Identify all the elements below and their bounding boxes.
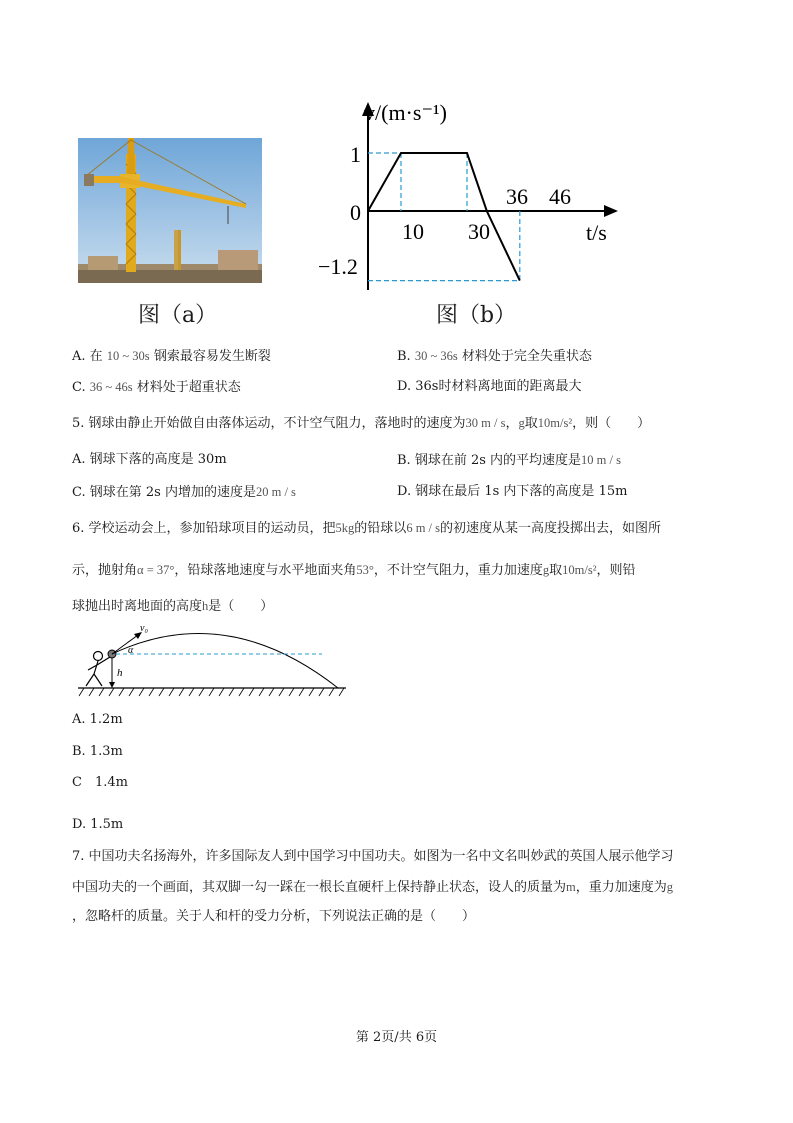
q4-a-label: A. 在 (72, 349, 103, 364)
q4-b-label: B. (397, 349, 411, 364)
x-tick-36: 36 (506, 184, 528, 209)
y-tick-neg1.2: −1.2 (318, 254, 358, 279)
q6-stem-line3 (72, 596, 273, 617)
q6-mass: 5kg (335, 521, 355, 535)
q5-option-b[interactable] (397, 450, 621, 471)
q6-l2-e: ，则铅 (596, 563, 636, 578)
q4-b-math: 30 ~ 36s (414, 349, 458, 363)
q4-d-label: D. 36s时材料离地面的距离最大 (397, 379, 582, 394)
svg-text:h: h (117, 667, 123, 679)
crane-photo (78, 138, 262, 283)
velocity-time-graph (318, 92, 618, 292)
shot-put-diagram (76, 620, 348, 698)
q5-g-value: 10m/s² (537, 416, 573, 430)
figure-a-caption: 图（a） (138, 303, 218, 328)
x-axis-label: t/s (586, 220, 607, 245)
q7-m: m (566, 880, 576, 894)
q7-stem-line2 (72, 877, 673, 898)
q6-alpha: α = 37° (137, 563, 175, 577)
q6-option-b[interactable]: B. 1.3m (72, 744, 123, 759)
q6-l1-c: 的初速度从某一高度投掷出去，如图所 (440, 521, 662, 536)
svg-text:α: α (128, 645, 134, 656)
x-tick-30: 30 (468, 219, 490, 244)
q4-a-text: 钢索最容易发生断裂 (153, 349, 271, 364)
q4-c-label: C. (72, 380, 86, 395)
q7-g: g (666, 880, 674, 894)
x-axis-arrow (604, 205, 618, 217)
q5-b-math: 10 m / s (581, 453, 621, 467)
q7-stem-line3: ，忽略杆的质量。关于人和杆的受力分析，下列说法正确的是（ ） (72, 909, 476, 924)
q5-option-d[interactable]: D. 钢球在最后 1s 内下落的高度是 15m (397, 484, 628, 499)
origin-label: 0 (350, 200, 361, 225)
q5-c-math: 20 m / s (255, 485, 296, 499)
q5-g: g (518, 416, 525, 430)
q6-stem-line2 (72, 560, 636, 581)
q7-stem-line1: 7. 中国功夫名扬海外，许多国际友人到中国学习中国功夫。如图为一名中文名叫妙武的英国人展示他学习 (72, 849, 674, 864)
q6-g: g (542, 563, 550, 577)
q5-option-c[interactable] (72, 482, 296, 503)
q5-stem-1: 5. 钢球由静止开始做自由落体运动，不计空气阻力，落地时的速度为 (72, 416, 466, 431)
q4-option-a[interactable] (72, 346, 271, 367)
q5-stem-3: 取 (524, 416, 538, 431)
q6-l1-b: 的铅球以 (354, 521, 407, 536)
q5-option-a[interactable]: A. 钢球下落的高度是 30m (72, 452, 227, 467)
q6-h: h (202, 599, 209, 613)
q4-option-b[interactable] (397, 346, 592, 367)
q5-velocity: 30 m / s (465, 416, 506, 430)
q6-stem-line1 (72, 518, 661, 539)
q6-l3-b: 是（ ） (208, 599, 274, 614)
q7-l2-a: 中国功夫的一个画面，其双脚一勾一踩在一根长直硬杆上保持静止状态，设人的质量为 (72, 880, 567, 895)
q6-option-c[interactable]: C 1.4m (72, 775, 128, 790)
figure-b-caption: 图（b） (436, 303, 517, 328)
q4-c-text: 材料处于超重状态 (136, 380, 241, 395)
q7-l2-b: ，重力加速度为 (575, 880, 667, 895)
page-footer: 第 2页/共 6页 (355, 1030, 438, 1045)
q6-angle: 53° (356, 563, 374, 577)
q5-stem-4: ，则（ ） (572, 416, 651, 431)
q4-option-c[interactable] (72, 377, 241, 398)
q6-l1-a: 6. 学校运动会上，参加铅球项目的运动员，把 (72, 521, 336, 536)
q5-stem-2: ， (505, 416, 519, 431)
y-tick-1: 1 (350, 142, 361, 167)
q4-a-math: 10 ~ 30s (106, 349, 150, 363)
q4-option-d[interactable] (397, 377, 581, 397)
q6-option-d[interactable]: D. 1.5m (72, 817, 124, 832)
q6-g-value: 10m/s² (562, 563, 597, 577)
velocity-series-line (368, 153, 520, 281)
x-tick-10: 10 (402, 219, 424, 244)
q5-c-text: C. 钢球在第 2s 内增加的速度是 (72, 485, 256, 500)
q6-l3-a: 球抛出时离地面的高度 (72, 599, 203, 614)
svg-text:v₀: v₀ (140, 623, 148, 634)
q5-stem (72, 413, 650, 434)
q6-l2-c: ，不计空气阻力，重力加速度 (373, 563, 543, 578)
q4-b-text: 材料处于完全失重状态 (461, 349, 592, 364)
q6-l2-d: 取 (549, 563, 563, 578)
y-axis-label: v/(m·s⁻¹) (364, 100, 447, 125)
q4-c-math: 36 ~ 46s (89, 380, 133, 394)
q5-b-text: B. 钢球在前 2s 内的平均速度是 (397, 453, 582, 468)
q6-l2-b: ，铅球落地速度与水平地面夹角 (174, 563, 357, 578)
x-tick-46: 46 (549, 184, 571, 209)
q6-v0: 6 m / s (406, 521, 440, 535)
q6-l2-a: 示，抛射角 (72, 563, 138, 578)
q6-option-a[interactable]: A. 1.2m (72, 712, 123, 727)
